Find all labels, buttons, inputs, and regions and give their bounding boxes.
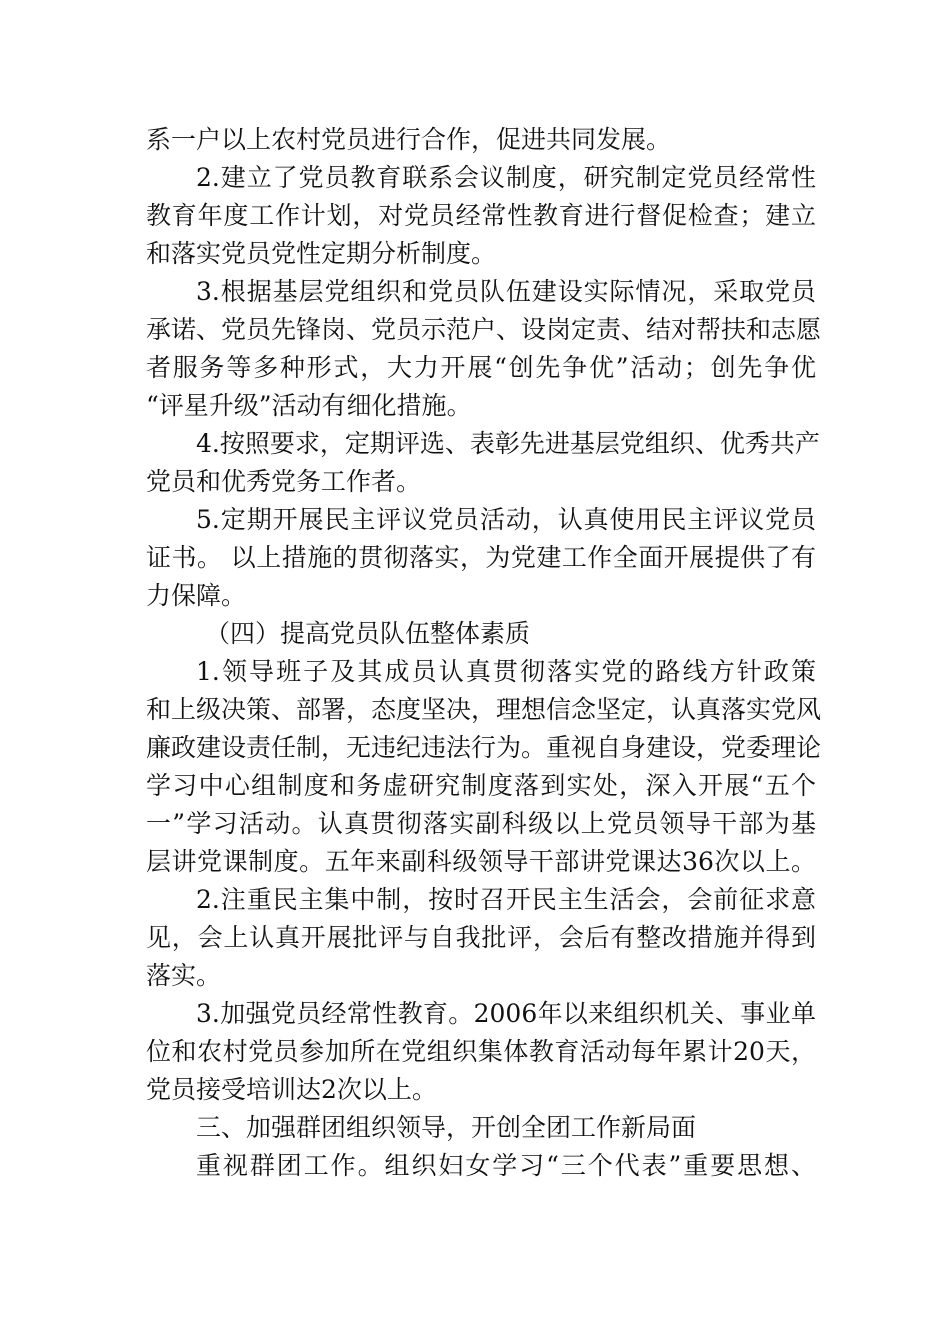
text-line: 和上级决策、部署，态度坚决，理想信念坚定，认真落实党风 [146, 695, 822, 724]
text-line: 位和农村党员参加所在党组织集体教育活动每年累计20天， [146, 1037, 816, 1066]
text-line: 教育年度工作计划，对党员经常性教育进行督促检查；建立 [146, 201, 816, 230]
text-line: 落实。 [146, 961, 222, 990]
text-line: 承诺、党员先锋岗、党员示范户、设岗定责、结对帮扶和志愿 [146, 315, 822, 344]
text-line: 学习中心组制度和务虚研究制度落到实处，深入开展“五个 [146, 771, 816, 800]
text-line: 2.注重民主集中制，按时召开民主生活会，会前征求意 [196, 885, 816, 914]
text-line: 证书。 以上措施的贯彻落实，为党建工作全面开展提供了有 [146, 543, 816, 572]
text-line: 4.按照要求，定期评选、表彰先进基层党组织、优秀共产 [196, 429, 820, 458]
text-line: 1.领导班子及其成员认真贯彻落实党的路线方针政策 [196, 657, 816, 686]
text-line: 者服务等多种形式，大力开展“创先争优”活动；创先争优 [146, 353, 816, 382]
text-line: 一”学习活动。认真贯彻落实副科级以上党员领导干部为基 [146, 809, 816, 838]
text-line: “评星升级”活动有细化措施。 [146, 391, 472, 420]
text-line: 5.定期开展民主评议党员活动，认真使用民主评议党员 [196, 505, 816, 534]
text-line: 党员和优秀党务工作者。 [146, 467, 422, 496]
text-line: 廉政建设责任制，无违纪违法行为。重视自身建设，党委理论 [146, 733, 822, 762]
text-line: 系一户以上农村党员进行合作，促进共同发展。 [146, 125, 672, 154]
text-line: 3.加强党员经常性教育。2006年以来组织机关、事业单 [196, 999, 816, 1028]
section-heading: （四）提高党员队伍整体素质 [205, 619, 531, 648]
text-line: 2.建立了党员教育联系会议制度，研究制定党员经常性 [196, 163, 816, 192]
text-line: 层讲党课制度。五年来副科级领导干部讲党课达36次以上。 [146, 847, 816, 876]
text-line: 3.根据基层党组织和党员队伍建设实际情况，采取党员 [196, 277, 816, 306]
text-line: 重视群团工作。组织妇女学习“三个代表”重要思想、 [196, 1151, 816, 1180]
text-line: 力保障。 [146, 581, 247, 610]
text-line: 见，会上认真开展批评与自我批评，会后有整改措施并得到 [146, 923, 816, 952]
text-line: 党员接受培训达2次以上。 [146, 1075, 437, 1104]
section-heading: 三、加强群团组织领导，开创全团工作新局面 [196, 1113, 697, 1142]
text-line: 和落实党员党性定期分析制度。 [146, 239, 497, 268]
